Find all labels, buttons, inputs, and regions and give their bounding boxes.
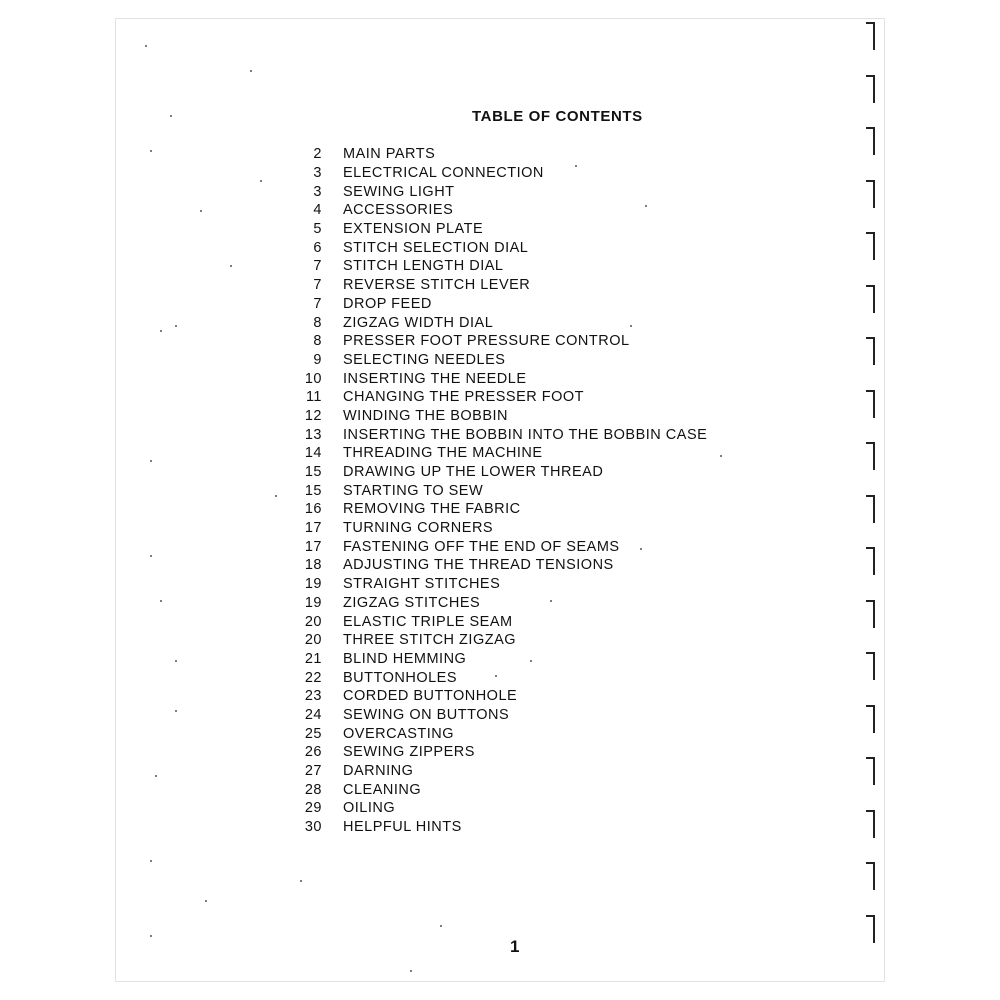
toc-entry-label: INSERTING THE NEEDLE — [343, 370, 527, 387]
toc-entry — [300, 762, 740, 781]
toc-entry — [300, 276, 740, 295]
toc-entry — [300, 351, 740, 370]
toc-page-number: 13 — [304, 426, 322, 443]
page-number: 1 — [510, 937, 520, 956]
binder-tab-mark — [866, 232, 875, 260]
scan-speck — [150, 860, 152, 862]
toc-entry-label: THREADING THE MACHINE — [343, 445, 543, 462]
binder-tab-mark — [866, 127, 875, 155]
scan-speck — [630, 325, 632, 327]
toc-entry — [300, 164, 740, 183]
toc-page-number: 18 — [304, 557, 322, 574]
toc-entry — [300, 650, 740, 669]
toc-entry-label: BLIND HEMMING — [343, 650, 467, 667]
toc-entry — [300, 257, 740, 276]
binder-tab-mark — [866, 180, 875, 208]
binder-tab-mark — [866, 75, 875, 103]
toc-page-number: 3 — [313, 183, 322, 200]
scan-speck — [155, 775, 157, 777]
toc-entry — [300, 631, 740, 650]
binder-tab-mark — [866, 442, 875, 470]
scan-speck — [145, 45, 147, 47]
binder-tab-mark — [866, 810, 875, 838]
toc-entry-label: BUTTONHOLES — [343, 669, 458, 686]
toc-entry — [300, 201, 740, 220]
toc-entry-label: SEWING LIGHT — [343, 183, 455, 200]
toc-entry-label: ZIGZAG WIDTH DIAL — [343, 314, 494, 331]
toc-page-number: 17 — [304, 538, 322, 555]
toc-page-number: 15 — [304, 464, 322, 481]
toc-page-number: 19 — [304, 594, 322, 611]
toc-entry-label: ELECTRICAL CONNECTION — [343, 165, 544, 182]
toc-entry-label: SELECTING NEEDLES — [343, 351, 506, 368]
toc-entry-label: OILING — [343, 800, 396, 817]
toc-page-number: 8 — [313, 314, 322, 331]
toc-page-number: 15 — [304, 482, 322, 499]
toc-entry-label: CORDED BUTTONHOLE — [343, 688, 518, 705]
toc-entry-label: STARTING TO SEW — [343, 482, 484, 499]
toc-page-number: 25 — [304, 725, 322, 742]
binder-tab-mark — [866, 495, 875, 523]
toc-page-number: 24 — [304, 706, 322, 723]
toc-page-number: 21 — [304, 650, 322, 667]
scan-speck — [160, 330, 162, 332]
toc-entry-label: EXTENSION PLATE — [343, 221, 484, 238]
toc-entry — [300, 612, 740, 631]
scan-speck — [575, 165, 577, 167]
toc-entry — [300, 425, 740, 444]
toc-entry-label: ACCESSORIES — [343, 202, 454, 219]
toc-entry-label: CLEANING — [343, 781, 422, 798]
toc-entry-label: INSERTING THE BOBBIN INTO THE BOBBIN CASE — [343, 426, 708, 443]
toc-page-number: 4 — [313, 202, 322, 219]
toc-entry — [300, 182, 740, 201]
toc-page-number: 7 — [313, 258, 322, 275]
toc-entry — [300, 463, 740, 482]
toc-entry-label: FASTENING OFF THE END OF SEAMS — [343, 538, 620, 555]
toc-entry — [300, 743, 740, 762]
toc-page-number: 2 — [313, 146, 322, 163]
toc-entry-label: STITCH LENGTH DIAL — [343, 258, 504, 275]
toc-entry-label: DARNING — [343, 763, 414, 780]
toc-page-number: 29 — [304, 800, 322, 817]
toc-list — [300, 145, 740, 836]
toc-entry-label: ELASTIC TRIPLE SEAM — [343, 613, 513, 630]
toc-page-number: 9 — [313, 351, 322, 368]
scan-speck — [530, 660, 532, 662]
toc-entry-label: STITCH SELECTION DIAL — [343, 239, 529, 256]
toc-page-number: 22 — [304, 669, 322, 686]
page-title: TABLE OF CONTENTS — [472, 108, 643, 125]
scan-speck — [440, 925, 442, 927]
toc-page-number: 30 — [304, 819, 322, 836]
toc-entry — [300, 500, 740, 519]
toc-entry — [300, 220, 740, 239]
toc-page-number: 28 — [304, 781, 322, 798]
toc-entry — [300, 238, 740, 257]
toc-page-number: 5 — [313, 221, 322, 238]
binder-tab-mark — [866, 337, 875, 365]
binder-tab-mark — [866, 757, 875, 785]
binder-tab-mark — [866, 22, 875, 50]
toc-page-number: 8 — [313, 333, 322, 350]
toc-entry — [300, 332, 740, 351]
toc-entry — [300, 313, 740, 332]
toc-entry — [300, 724, 740, 743]
toc-entry-label: MAIN PARTS — [343, 146, 436, 163]
toc-entry-label: REMOVING THE FABRIC — [343, 501, 521, 518]
toc-page-number: 20 — [304, 613, 322, 630]
toc-entry-label: PRESSER FOOT PRESSURE CONTROL — [343, 333, 630, 350]
scan-speck — [260, 180, 262, 182]
toc-entry — [300, 145, 740, 164]
toc-entry — [300, 295, 740, 314]
toc-page-number: 7 — [313, 277, 322, 294]
toc-entry — [300, 687, 740, 706]
binder-tab-mark — [866, 652, 875, 680]
toc-entry-label: SEWING ON BUTTONS — [343, 706, 510, 723]
scan-speck — [160, 600, 162, 602]
scan-speck — [175, 660, 177, 662]
scan-speck — [175, 325, 177, 327]
binder-tab-mark — [866, 390, 875, 418]
toc-entry — [300, 706, 740, 725]
toc-page-number: 12 — [304, 407, 322, 424]
toc-entry-label: SEWING ZIPPERS — [343, 744, 475, 761]
toc-page-number: 27 — [304, 763, 322, 780]
toc-entry — [300, 780, 740, 799]
toc-page-number: 23 — [304, 688, 322, 705]
toc-entry-label: CHANGING THE PRESSER FOOT — [343, 389, 585, 406]
toc-entry-label: TURNING CORNERS — [343, 520, 494, 537]
scan-speck — [205, 900, 207, 902]
scan-speck — [300, 880, 302, 882]
toc-entry — [300, 388, 740, 407]
scan-speck — [150, 460, 152, 462]
scan-speck — [150, 935, 152, 937]
toc-entry — [300, 594, 740, 613]
toc-entry-label: STRAIGHT STITCHES — [343, 576, 501, 593]
binder-tab-mark — [866, 600, 875, 628]
toc-entry-label: ADJUSTING THE THREAD TENSIONS — [343, 557, 614, 574]
toc-page-number: 7 — [313, 295, 322, 312]
scan-speck — [645, 205, 647, 207]
toc-entry-label: DROP FEED — [343, 295, 432, 312]
scan-speck — [170, 115, 172, 117]
scan-speck — [550, 600, 552, 602]
binder-tab-mark — [866, 915, 875, 943]
toc-page-number: 3 — [313, 165, 322, 182]
binder-tab-mark — [866, 547, 875, 575]
toc-page-number: 10 — [304, 370, 322, 387]
scan-speck — [150, 150, 152, 152]
toc-page-number: 16 — [304, 501, 322, 518]
scan-speck — [230, 265, 232, 267]
scan-speck — [200, 210, 202, 212]
scan-speck — [175, 710, 177, 712]
toc-entry — [300, 369, 740, 388]
toc-entry — [300, 444, 740, 463]
toc-entry-label: REVERSE STITCH LEVER — [343, 277, 531, 294]
toc-entry — [300, 519, 740, 538]
toc-entry-label: HELPFUL HINTS — [343, 819, 462, 836]
toc-entry-label: OVERCASTING — [343, 725, 455, 742]
toc-entry — [300, 556, 740, 575]
scan-speck — [410, 970, 412, 972]
toc-page-number: 17 — [304, 520, 322, 537]
toc-entry — [300, 668, 740, 687]
scan-speck — [640, 548, 642, 550]
toc-page-number: 11 — [305, 389, 322, 406]
toc-entry — [300, 818, 740, 837]
toc-entry-label: THREE STITCH ZIGZAG — [343, 632, 517, 649]
scan-speck — [250, 70, 252, 72]
toc-entry — [300, 407, 740, 426]
scan-speck — [495, 675, 497, 677]
toc-page-number: 26 — [304, 744, 322, 761]
toc-entry-label: WINDING THE BOBBIN — [343, 407, 509, 424]
toc-entry — [300, 481, 740, 500]
scan-speck — [720, 455, 722, 457]
toc-entry — [300, 575, 740, 594]
scan-speck — [275, 495, 277, 497]
toc-page-number: 14 — [304, 445, 322, 462]
toc-entry-label: ZIGZAG STITCHES — [343, 594, 481, 611]
binder-tab-mark — [866, 705, 875, 733]
binder-tab-mark — [866, 285, 875, 313]
toc-entry — [300, 537, 740, 556]
toc-page-number: 20 — [304, 632, 322, 649]
binder-tab-mark — [866, 862, 875, 890]
toc-page-number: 6 — [313, 239, 322, 256]
toc-page-number: 19 — [304, 576, 322, 593]
scan-speck — [150, 555, 152, 557]
toc-entry — [300, 799, 740, 818]
toc-entry-label: DRAWING UP THE LOWER THREAD — [343, 464, 604, 481]
